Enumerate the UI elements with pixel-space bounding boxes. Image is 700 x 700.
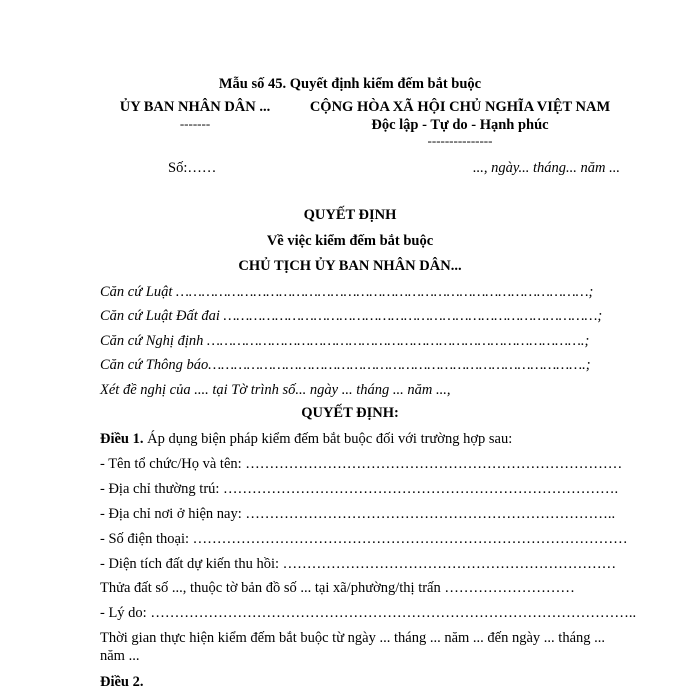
national-motto: Độc lập - Tự do - Hạnh phúc bbox=[371, 117, 549, 133]
org-underline: ------- bbox=[179, 116, 211, 131]
article-1 bbox=[100, 431, 512, 448]
field-phone: - Số điện thoại: ……………………………………………………………………………… bbox=[100, 531, 628, 547]
document-number: Số:…… bbox=[168, 160, 217, 176]
field-name: - Tên tổ chức/Họ và tên: …………………………………………………………………… bbox=[100, 456, 623, 472]
legal-basis-decree: Căn cứ Nghị định …………………………………………………………………………….; bbox=[100, 333, 590, 349]
field-land-area: - Diện tích đất dự kiến thu hồi: …………………………………………………………… bbox=[100, 556, 617, 572]
legal-basis-law: Căn cứ Luật ……………………………………………………………………………………; bbox=[100, 284, 594, 300]
field-land-parcel: Thửa đất số ..., thuộc tờ bản đồ số ... tại xã/phường/thị trấn ……………………… bbox=[100, 580, 575, 596]
country-name: CỘNG HÒA XÃ HỘI CHỦ NGHĨA VIỆT NAM bbox=[309, 99, 611, 115]
article-1-text: Áp dụng biện pháp kiểm đếm bắt buộc đối với trường hợp sau: bbox=[143, 431, 513, 447]
place-and-date: ..., ngày... tháng... năm ... bbox=[472, 160, 620, 176]
inventory-period-line-1: Thời gian thực hiện kiểm đếm bắt buộc từ ngày ... tháng ... năm ... đến ngày ... tháng ... bbox=[100, 630, 606, 646]
proposal-consideration: Xét đề nghị của .... tại Tờ trình số... ngày ... tháng ... năm ..., bbox=[100, 382, 451, 398]
inventory-period-line-2: năm ... bbox=[100, 648, 140, 664]
form-title: Mẫu số 45. Quyết định kiểm đếm bắt buộc bbox=[218, 76, 482, 92]
decision-heading: QUYẾT ĐỊNH bbox=[303, 207, 397, 223]
article-2-label: Điều 2. bbox=[100, 674, 144, 690]
field-permanent-address: - Địa chỉ thường trú: ………………………………………………………………………. bbox=[100, 481, 619, 497]
decision-subject: Về việc kiểm đếm bắt buộc bbox=[266, 233, 434, 249]
issuing-organization: ỦY BAN NHÂN DÂN ... bbox=[119, 99, 271, 115]
decides-heading: QUYẾT ĐỊNH: bbox=[301, 405, 399, 421]
article-1-label: Điều 1. bbox=[100, 431, 144, 447]
field-reason: - Lý do: ……………………………………………………………………………………….. bbox=[100, 605, 637, 621]
field-current-address: - Địa chỉ nơi ở hiện nay: ………………………………………………………………….. bbox=[100, 506, 616, 522]
motto-underline: --------------- bbox=[427, 133, 493, 148]
decision-authority: CHỦ TỊCH ỦY BAN NHÂN DÂN... bbox=[238, 258, 462, 274]
legal-basis-notice: Căn cứ Thông báo…………………………………………………………………………….; bbox=[100, 357, 591, 373]
legal-basis-land-law: Căn cứ Luật Đất đai ……………………………………………………………………………; bbox=[100, 308, 603, 324]
